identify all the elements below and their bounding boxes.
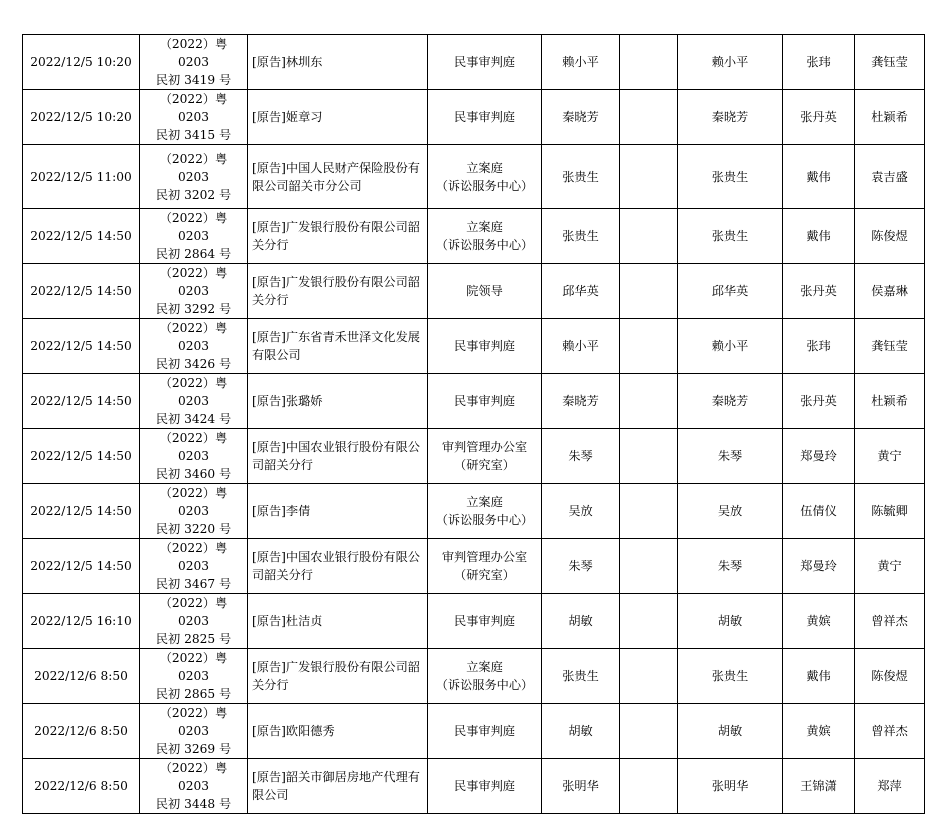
party-name: [原告]林圳东	[252, 55, 323, 69]
secretary-name: 曾祥杰	[871, 724, 908, 738]
case-number-line1: （2022）粤 0203	[159, 151, 228, 184]
hearing-time: 2022/12/5 14:50	[30, 504, 132, 518]
presiding-judge-name: 朱琴	[717, 449, 743, 463]
blank-cell	[620, 35, 678, 90]
judge-name: 胡敏	[568, 614, 593, 628]
department-line1: 民事审判庭	[454, 55, 515, 69]
secretary-name: 龚钰莹	[871, 339, 908, 353]
department-cell	[428, 374, 542, 429]
secretary-cell	[855, 484, 925, 539]
presiding-judge-cell	[678, 374, 783, 429]
department-cell	[428, 484, 542, 539]
party-name: [原告]中国农业银行股份有限公司韶关分行	[252, 440, 420, 472]
hearing-time-cell	[23, 704, 140, 759]
secretary-cell	[855, 704, 925, 759]
case-number-line1: （2022）粤 0203	[159, 541, 228, 573]
secretary-name: 侯嘉琳	[871, 284, 908, 298]
party-cell	[248, 704, 428, 759]
blank-cell	[620, 484, 678, 539]
judge-cell	[542, 704, 620, 759]
presiding-judge-cell	[678, 759, 783, 814]
judge-cell	[542, 649, 620, 704]
judge-name: 张贵生	[562, 669, 599, 683]
clerk-name: 王锦潇	[800, 779, 837, 793]
case-number-cell	[140, 319, 248, 374]
clerk-name: 张丹英	[800, 284, 837, 298]
case-number-line1: （2022）粤 0203	[159, 211, 228, 243]
secretary-cell	[855, 374, 925, 429]
presiding-judge-name: 胡敏	[717, 614, 743, 628]
table-row	[23, 35, 925, 90]
department-cell	[428, 539, 542, 594]
clerk-cell	[783, 145, 855, 209]
department-cell	[428, 145, 542, 209]
clerk-cell	[783, 759, 855, 814]
case-number-line2: 民初 2865 号	[155, 687, 232, 701]
blank-cell	[620, 264, 678, 319]
department-cell	[428, 594, 542, 649]
case-number-line2: 民初 3426 号	[155, 357, 232, 371]
case-number-line1: （2022）粤 0203	[159, 92, 228, 124]
judge-cell	[542, 539, 620, 594]
party-name: [原告]杜洁贞	[252, 614, 323, 628]
table-row	[23, 649, 925, 704]
department-line1: 民事审判庭	[454, 110, 515, 124]
hearing-time-cell	[23, 429, 140, 484]
presiding-judge-name: 胡敏	[717, 724, 743, 738]
case-number-line2: 民初 3292 号	[155, 302, 232, 316]
clerk-name: 张玮	[806, 55, 831, 69]
judge-cell	[542, 264, 620, 319]
presiding-judge-name: 赖小平	[711, 55, 749, 69]
case-number-line2: 民初 3460 号	[155, 467, 232, 481]
case-number-line1: （2022）粤 0203	[159, 486, 228, 518]
party-name: [原告]姬章习	[252, 110, 323, 124]
blank-cell	[620, 374, 678, 429]
department-cell	[428, 319, 542, 374]
department-line1: 民事审判庭	[454, 779, 515, 793]
table-row	[23, 319, 925, 374]
clerk-cell	[783, 374, 855, 429]
party-name: [原告]广发银行股份有限公司韶关分行	[252, 220, 420, 252]
hearing-time-cell	[23, 145, 140, 209]
presiding-judge-name: 邱华英	[711, 284, 749, 298]
department-line1: 院领导	[466, 284, 503, 298]
secretary-cell	[855, 35, 925, 90]
case-number-line2: 民初 3467 号	[155, 577, 232, 591]
case-number-line2: 民初 3269 号	[155, 742, 232, 756]
hearing-time-cell	[23, 539, 140, 594]
clerk-cell	[783, 429, 855, 484]
case-number-line1: （2022）粤 0203	[159, 266, 228, 298]
presiding-judge-cell	[678, 35, 783, 90]
hearing-time: 2022/12/5 14:50	[30, 394, 132, 408]
secretary-name: 黄宁	[877, 559, 902, 573]
hearing-time-cell	[23, 264, 140, 319]
case-number-cell	[140, 484, 248, 539]
case-number-cell	[140, 704, 248, 759]
party-name: [原告]中国农业银行股份有限公司韶关分行	[252, 550, 420, 582]
party-cell	[248, 374, 428, 429]
secretary-name: 曾祥杰	[871, 614, 908, 628]
presiding-judge-name: 张贵生	[711, 169, 749, 184]
case-number-line2: 民初 2864 号	[155, 247, 232, 261]
case-number-line1: （2022）粤 0203	[159, 321, 228, 353]
party-cell	[248, 649, 428, 704]
secretary-name: 龚钰莹	[871, 55, 908, 69]
party-cell	[248, 539, 428, 594]
secretary-cell	[855, 90, 925, 145]
clerk-name: 张丹英	[800, 394, 837, 408]
secretary-name: 陈毓卿	[871, 504, 908, 518]
secretary-cell	[855, 539, 925, 594]
hearing-time: 2022/12/6 8:50	[34, 779, 128, 793]
judge-cell	[542, 594, 620, 649]
case-number-line2: 民初 3424 号	[155, 412, 232, 426]
party-cell	[248, 319, 428, 374]
department-line1: 立案庭	[466, 160, 503, 175]
judge-name: 胡敏	[568, 724, 593, 738]
party-cell	[248, 759, 428, 814]
department-line1: 立案庭	[466, 495, 503, 509]
party-name: [原告]广发银行股份有限公司韶关分行	[252, 275, 420, 307]
department-cell	[428, 90, 542, 145]
party-cell	[248, 429, 428, 484]
hearing-time-cell	[23, 374, 140, 429]
department-cell	[428, 429, 542, 484]
clerk-cell	[783, 539, 855, 594]
presiding-judge-cell	[678, 594, 783, 649]
table-row	[23, 374, 925, 429]
department-line1: 立案庭	[466, 660, 503, 674]
secretary-name: 郑萍	[877, 779, 902, 793]
case-number-line1: （2022）粤 0203	[159, 651, 228, 683]
department-line1: 民事审判庭	[454, 394, 515, 408]
clerk-cell	[783, 484, 855, 539]
table-row	[23, 429, 925, 484]
hearing-time-cell	[23, 484, 140, 539]
party-cell	[248, 145, 428, 209]
blank-cell	[620, 90, 678, 145]
party-cell	[248, 594, 428, 649]
department-line2: （诉讼服务中心）	[435, 238, 534, 252]
party-name: [原告]广发银行股份有限公司韶关分行	[252, 660, 420, 692]
judge-name: 朱琴	[568, 559, 593, 573]
judge-name: 吴放	[568, 504, 593, 518]
hearing-time: 2022/12/5 14:50	[30, 229, 132, 243]
clerk-name: 郑曼玲	[800, 449, 837, 463]
clerk-cell	[783, 649, 855, 704]
secretary-cell	[855, 649, 925, 704]
presiding-judge-name: 赖小平	[711, 339, 749, 353]
department-line2: （研究室）	[454, 458, 515, 472]
case-number-line2: 民初 2825 号	[155, 632, 232, 646]
judge-cell	[542, 35, 620, 90]
case-number-line2: 民初 3448 号	[155, 797, 232, 811]
secretary-cell	[855, 594, 925, 649]
clerk-name: 戴伟	[806, 669, 831, 683]
hearing-time: 2022/12/6 8:50	[34, 669, 128, 683]
presiding-judge-name: 秦晓芳	[711, 110, 749, 124]
case-number-line1: （2022）粤 0203	[159, 431, 228, 463]
blank-cell	[620, 704, 678, 759]
party-name: [原告]广东省青禾世泽文化发展有限公司	[252, 330, 420, 362]
case-number-cell	[140, 539, 248, 594]
table-row	[23, 90, 925, 145]
presiding-judge-cell	[678, 649, 783, 704]
department-cell	[428, 264, 542, 319]
clerk-name: 戴伟	[806, 169, 831, 184]
case-number-cell	[140, 759, 248, 814]
department-line2: （诉讼服务中心）	[435, 678, 534, 692]
department-line2: （诉讼服务中心）	[435, 513, 534, 527]
secretary-name: 陈俊煜	[871, 229, 908, 243]
judge-name: 张贵生	[562, 169, 599, 184]
presiding-judge-name: 吴放	[717, 504, 743, 518]
clerk-name: 黄嫔	[806, 724, 831, 738]
judge-name: 朱琴	[568, 449, 593, 463]
presiding-judge-name: 张贵生	[711, 229, 749, 243]
party-name: [原告]韶关市御居房地产代理有限公司	[252, 770, 420, 802]
case-number-line1: （2022）粤 0203	[159, 761, 228, 793]
party-cell	[248, 90, 428, 145]
party-name: [原告]李倩	[252, 504, 311, 518]
judge-name: 赖小平	[562, 339, 599, 353]
department-line1: 民事审判庭	[454, 724, 515, 738]
case-number-cell	[140, 264, 248, 319]
hearing-time: 2022/12/5 14:50	[30, 559, 132, 573]
department-line2: （诉讼服务中心）	[435, 178, 534, 193]
table-row	[23, 704, 925, 759]
secretary-cell	[855, 209, 925, 264]
department-line1: 立案庭	[466, 220, 503, 234]
hearing-schedule-table	[22, 34, 925, 814]
presiding-judge-cell	[678, 484, 783, 539]
department-line1: 审判管理办公室	[441, 440, 528, 454]
secretary-cell	[855, 429, 925, 484]
clerk-name: 郑曼玲	[800, 559, 837, 573]
secretary-name: 杜颖希	[871, 394, 908, 408]
hearing-time: 2022/12/6 8:50	[34, 724, 128, 738]
secretary-cell	[855, 759, 925, 814]
blank-cell	[620, 594, 678, 649]
hearing-time: 2022/12/5 14:50	[30, 284, 132, 298]
clerk-cell	[783, 319, 855, 374]
case-number-cell	[140, 145, 248, 209]
department-cell	[428, 759, 542, 814]
judge-name: 邱华英	[562, 284, 599, 298]
presiding-judge-name: 朱琴	[717, 559, 743, 573]
case-number-cell	[140, 35, 248, 90]
presiding-judge-cell	[678, 145, 783, 209]
party-cell	[248, 264, 428, 319]
clerk-name: 戴伟	[806, 229, 831, 243]
presiding-judge-name: 张明华	[711, 779, 749, 793]
secretary-cell	[855, 319, 925, 374]
department-cell	[428, 704, 542, 759]
hearing-time-cell	[23, 35, 140, 90]
party-name: [原告]欧阳德秀	[252, 724, 335, 738]
clerk-cell	[783, 209, 855, 264]
hearing-time: 2022/12/5 10:20	[30, 55, 132, 69]
case-number-cell	[140, 649, 248, 704]
case-number-line2: 民初 3202 号	[155, 187, 232, 202]
clerk-cell	[783, 35, 855, 90]
judge-cell	[542, 319, 620, 374]
judge-name: 张贵生	[562, 229, 599, 243]
presiding-judge-name: 秦晓芳	[711, 394, 749, 408]
clerk-name: 黄嫔	[806, 614, 831, 628]
clerk-name: 张玮	[806, 339, 831, 353]
hearing-time-cell	[23, 594, 140, 649]
judge-name: 秦晓芳	[562, 110, 599, 124]
table-row	[23, 594, 925, 649]
department-line1: 民事审判庭	[454, 339, 515, 353]
clerk-name: 张丹英	[800, 110, 837, 124]
table-row	[23, 264, 925, 319]
blank-cell	[620, 145, 678, 209]
judge-cell	[542, 484, 620, 539]
presiding-judge-cell	[678, 429, 783, 484]
judge-cell	[542, 374, 620, 429]
table-row	[23, 484, 925, 539]
secretary-name: 黄宁	[877, 449, 902, 463]
clerk-cell	[783, 264, 855, 319]
case-number-cell	[140, 429, 248, 484]
case-number-line1: （2022）粤 0203	[159, 706, 228, 738]
judge-cell	[542, 145, 620, 209]
case-number-cell	[140, 374, 248, 429]
hearing-time: 2022/12/5 14:50	[30, 449, 132, 463]
table-row	[23, 539, 925, 594]
department-cell	[428, 35, 542, 90]
hearing-time: 2022/12/5 11:00	[30, 169, 132, 184]
case-number-line2: 民初 3415 号	[155, 128, 232, 142]
department-cell	[428, 649, 542, 704]
secretary-cell	[855, 145, 925, 209]
judge-cell	[542, 209, 620, 264]
party-cell	[248, 35, 428, 90]
judge-cell	[542, 90, 620, 145]
hearing-time-cell	[23, 209, 140, 264]
blank-cell	[620, 319, 678, 374]
party-cell	[248, 484, 428, 539]
judge-cell	[542, 759, 620, 814]
hearing-time-cell	[23, 90, 140, 145]
presiding-judge-cell	[678, 539, 783, 594]
case-number-line1: （2022）粤 0203	[159, 376, 228, 408]
blank-cell	[620, 429, 678, 484]
presiding-judge-cell	[678, 319, 783, 374]
hearing-time: 2022/12/5 10:20	[30, 110, 132, 124]
table-row	[23, 759, 925, 814]
case-number-line1: （2022）粤 0203	[159, 596, 228, 628]
department-line2: （研究室）	[454, 568, 515, 582]
clerk-cell	[783, 594, 855, 649]
table-body	[23, 35, 925, 814]
table-row	[23, 209, 925, 264]
case-number-cell	[140, 209, 248, 264]
hearing-time-cell	[23, 759, 140, 814]
judge-cell	[542, 429, 620, 484]
party-name: [原告]中国人民财产保险股份有限公司韶关市分公司	[252, 160, 420, 193]
party-name: [原告]张璐娇	[252, 394, 323, 408]
presiding-judge-cell	[678, 264, 783, 319]
hearing-time-cell	[23, 319, 140, 374]
secretary-name: 陈俊煜	[871, 669, 908, 683]
party-cell	[248, 209, 428, 264]
blank-cell	[620, 539, 678, 594]
clerk-name: 伍倩仪	[800, 504, 837, 518]
blank-cell	[620, 759, 678, 814]
department-line1: 审判管理办公室	[441, 550, 528, 564]
blank-cell	[620, 209, 678, 264]
secretary-cell	[855, 264, 925, 319]
judge-name: 赖小平	[562, 55, 599, 69]
presiding-judge-cell	[678, 209, 783, 264]
case-number-cell	[140, 90, 248, 145]
clerk-cell	[783, 704, 855, 759]
hearing-time: 2022/12/5 14:50	[30, 339, 132, 353]
judge-name: 秦晓芳	[562, 394, 599, 408]
department-cell	[428, 209, 542, 264]
hearing-time: 2022/12/5 16:10	[30, 614, 132, 628]
department-line1: 民事审判庭	[454, 614, 515, 628]
case-number-line2: 民初 3419 号	[155, 73, 232, 87]
case-number-line2: 民初 3220 号	[155, 522, 232, 536]
case-number-line1: （2022）粤 0203	[159, 37, 228, 69]
presiding-judge-name: 张贵生	[711, 669, 749, 683]
secretary-name: 袁吉盛	[871, 169, 908, 184]
hearing-time-cell	[23, 649, 140, 704]
clerk-cell	[783, 90, 855, 145]
case-number-cell	[140, 594, 248, 649]
presiding-judge-cell	[678, 704, 783, 759]
table-row	[23, 145, 925, 209]
presiding-judge-cell	[678, 90, 783, 145]
judge-name: 张明华	[562, 779, 599, 793]
secretary-name: 杜颖希	[871, 110, 908, 124]
blank-cell	[620, 649, 678, 704]
